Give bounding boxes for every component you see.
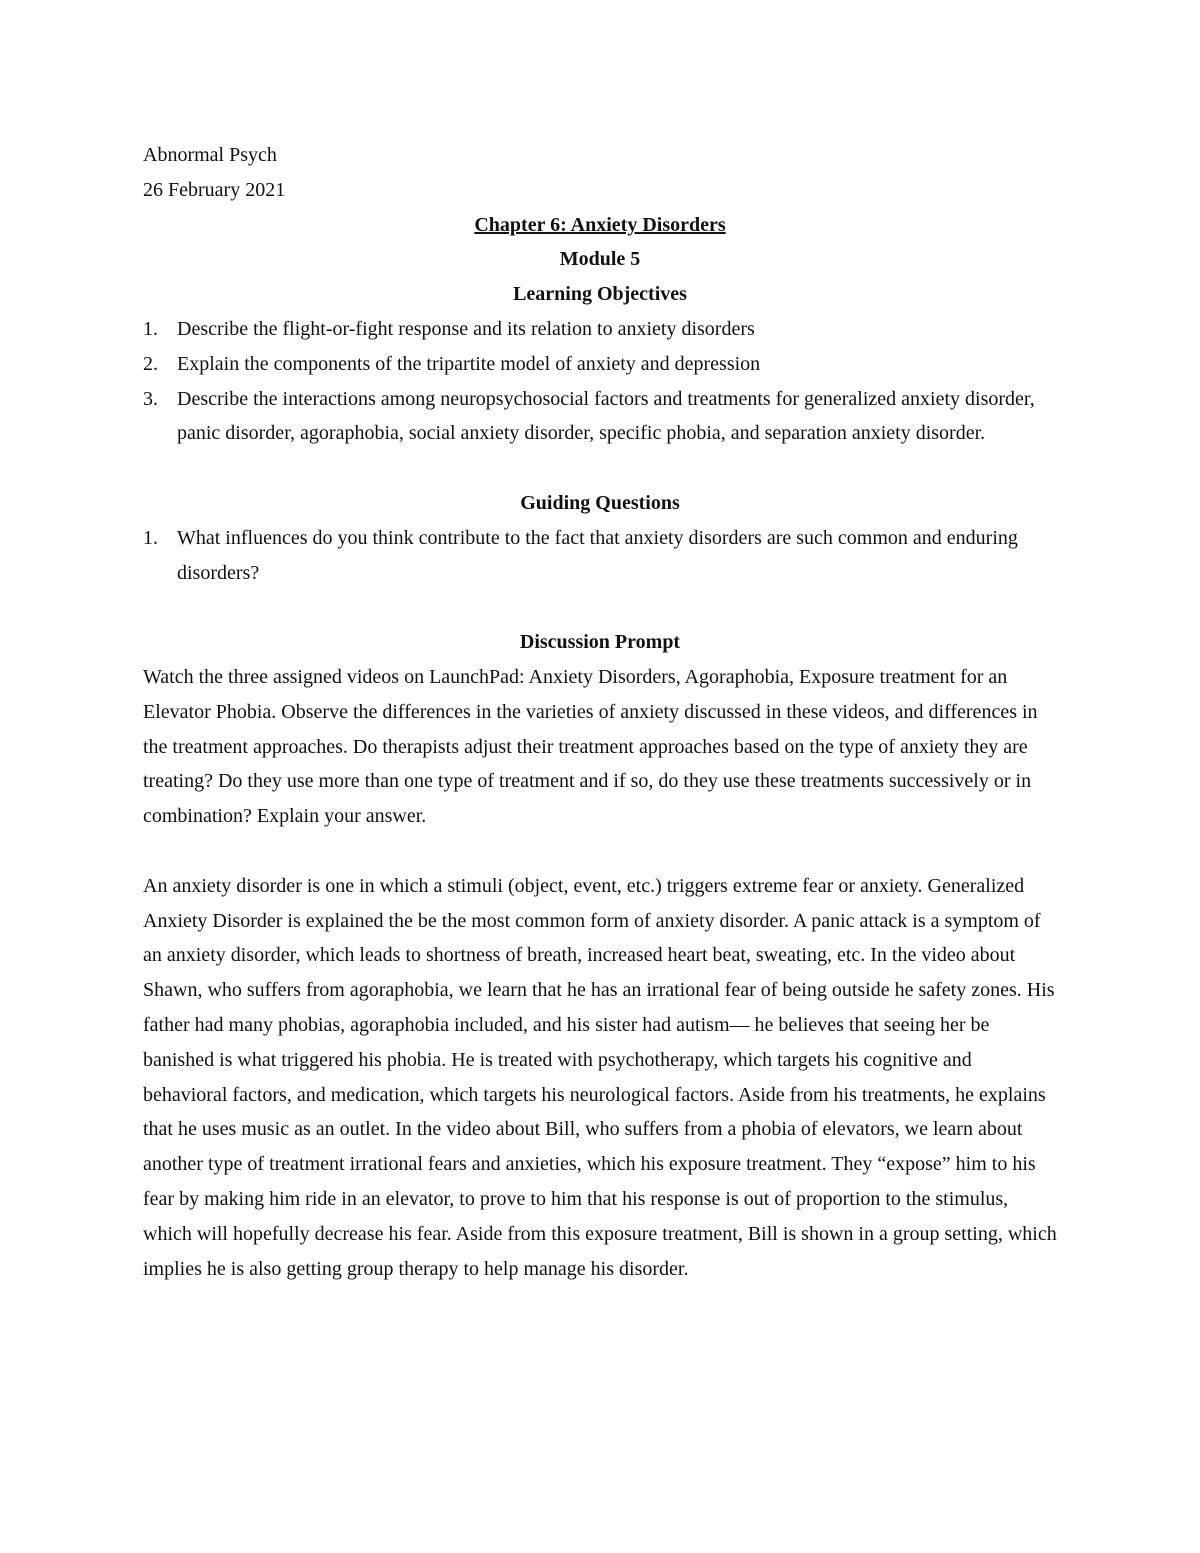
blank-line	[143, 834, 1057, 869]
list-item	[143, 521, 1057, 591]
guiding-questions-heading: Guiding Questions	[520, 491, 680, 514]
blank-line	[143, 590, 1057, 625]
discussion-prompt-text: Watch the three assigned videos on LaunchPad: Anxiety Disorders, Agoraphobia, Exposure treatment for an Elevator Phobia. Observe the differences in the varieties of anxiety discussed in these videos, and differences in the treatment approaches. Do therapists adjust their treatment approaches based on the type of anxiety they are treating? Do they use more than one type of treatment and if so, do they use these treatments successively or in combination? Explain your answer.	[143, 665, 1038, 828]
discussion-prompt-heading: Discussion Prompt	[519, 631, 681, 654]
answer-paragraph: An anxiety disorder is one in which a stimuli (object, event, etc.) triggers extreme fear or anxiety. Generalized Anxiety Disorder is explained the be the most common form of anxiety disorder. A panic attack is a symptom of an anxiety disorder, which leads to shortness of breath, increased heart beat, sweating, etc. In the video about Shawn, who suffers from agoraphobia, we learn that he has an irrational fear of being outside he safety zones. His father had many phobias, agoraphobia included, and his sister had autism— he believes that seeing her be banished is what triggered his phobia. He is treated with psychotherapy, which targets his cognitive and behavioral factors, and medication, which targets his neurological factors. Aside from his treatments, he explains that he uses music as an outlet. In the video about Bill, who suffers from a phobia of elevators, we learn about another type of treatment irrational fears and anxieties, which his exposure treatment. They “expose” him to his fear by making him ride in an elevator, to prove to him that his response is out of proportion to the stimulus, which will hopefully decrease his fear. Aside from this exposure treatment, Bill is shown in a group setting, which implies he is also getting group therapy to help manage his disorder.	[143, 874, 1057, 1280]
list-item	[143, 312, 1057, 347]
list-item-text: Describe the flight-or-fight response and its relation to anxiety disorders	[177, 317, 755, 340]
list-item-text: Explain the components of the tripartite model of anxiety and depression	[177, 352, 761, 375]
learning-objectives-heading: Learning Objectives	[513, 283, 687, 306]
course-name: Abnormal Psych	[143, 144, 277, 166]
list-number: 2.	[143, 352, 158, 375]
list-item-text: What influences do you think contribute to the fact that anxiety disorders are such common and enduring disorders?	[177, 526, 1018, 584]
list-number: 1.	[143, 317, 158, 340]
guiding-questions-list	[143, 521, 1057, 591]
document-body	[143, 138, 1057, 1286]
list-item	[143, 382, 1057, 452]
list-number: 1.	[143, 526, 158, 549]
list-number: 3.	[143, 387, 158, 410]
blank-line	[143, 451, 1057, 486]
list-item-text: Describe the interactions among neuropsychosocial factors and treatments for generalized anxiety disorder, panic disorder, agoraphobia, social anxiety disorder, specific phobia, and separation anxiety disorder.	[177, 387, 1035, 445]
chapter-title: Chapter 6: Anxiety Disorders	[474, 213, 726, 236]
document-date: 26 February 2021	[143, 178, 286, 201]
list-item	[143, 347, 1057, 382]
learning-objectives-list	[143, 312, 1057, 451]
module-title: Module 5	[559, 248, 641, 271]
